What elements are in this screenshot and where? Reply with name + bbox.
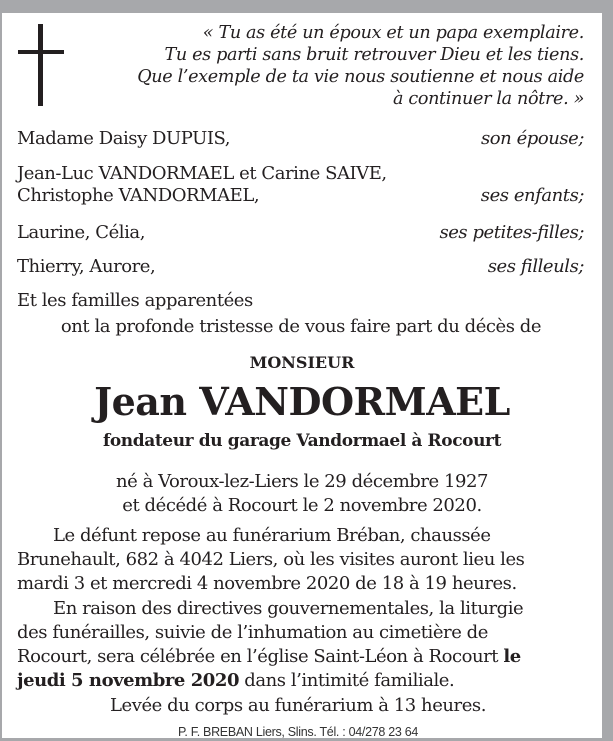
family-relation: ses petites-filles; xyxy=(439,222,584,243)
quote-line: Tu es parti sans bruit retrouver Dieu et les tiens. xyxy=(164,45,584,65)
ceremony-paragraph: En raison des directives gouvernementales, la liturgie des funérailles, suivie de l’inhumation au cimetière de Rocourt, sera célébrée en l’église Saint-Léon à Rocourt le jeudi 5 novembre 2020 dans l’intimité familiale. xyxy=(17,598,524,691)
family-row-godchildren xyxy=(17,256,584,278)
family-row-children xyxy=(17,163,584,207)
family-names: Jean-Luc VANDORMAEL et Carine SAIVE, xyxy=(17,163,387,184)
family-names: Thierry, Aurore, xyxy=(17,256,156,277)
death-line: et décédé à Rocourt le 2 novembre 2020. xyxy=(122,495,482,516)
birth-death-info xyxy=(2,470,602,518)
family-row-granddaughters xyxy=(17,222,584,244)
deceased-subtitle: fondateur du garage Vandormael à Rocourt xyxy=(102,431,502,451)
quote-line: Que l’exemple de ta vie nous soutienne et nous aide xyxy=(137,67,584,87)
intro-text: ont la profonde tristesse de vous faire part du décès de xyxy=(60,316,542,337)
honorific-title: MONSIEUR xyxy=(249,353,355,372)
family-relation: son épouse; xyxy=(481,128,584,149)
obituary-notice xyxy=(2,13,602,738)
family-names: Christophe VANDORMAEL, xyxy=(17,185,260,206)
families-line: Et les familles apparentées xyxy=(17,290,253,311)
family-row-spouse xyxy=(17,128,584,150)
levee-info: Levée du corps au funérarium à 13 heures. xyxy=(110,695,486,716)
quote-line: « Tu as été un époux et un papa exemplaire. xyxy=(202,23,584,43)
ceremony-date: le xyxy=(503,646,521,667)
birth-line: né à Voroux-lez-Liers le 29 décembre 1927 xyxy=(115,471,489,492)
cross-icon xyxy=(18,24,66,106)
family-relation: ses enfants; xyxy=(480,185,584,206)
family-names: Madame Daisy DUPUIS, xyxy=(17,128,230,149)
family-names: Laurine, Célia, xyxy=(17,222,145,243)
ceremony-date: jeudi 5 novembre 2020 xyxy=(17,670,240,691)
family-relation: ses filleuls; xyxy=(487,256,584,277)
deceased-name: Jean VANDORMAEL xyxy=(94,379,510,424)
funeral-home-footer: P. F. BREBAN Liers, Slins. Tél. : 04/278 23 64 xyxy=(177,725,419,739)
quote-line: à continuer la nôtre. » xyxy=(392,89,584,109)
epitaph-quote xyxy=(137,22,584,110)
repose-paragraph: Le défunt repose au funérarium Bréban, chaussée Brunehault, 682 à 4042 Liers, où les visites auront lieu les mardi 3 et mercredi 4 novembre 2020 de 18 à 19 heures. xyxy=(17,525,525,594)
